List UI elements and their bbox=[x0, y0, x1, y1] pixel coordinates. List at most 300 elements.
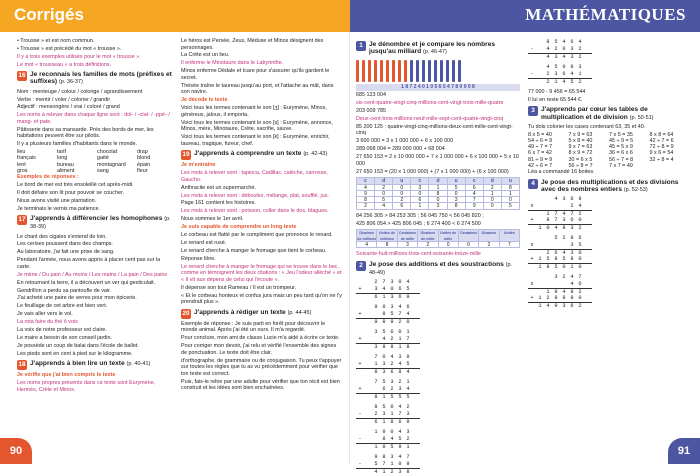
text: Pour corriger mon devoir, j'ai relu et vérifié l'ensemble des signes de ponctuation. Le texte doit être clair. bbox=[181, 343, 337, 356]
text: Pendant l'armée, nous avons appris à placer cent pas sur la carte. bbox=[17, 257, 161, 270]
operation-digit bbox=[552, 281, 560, 288]
text: Je vérifie que j'ai bien compris le texte bbox=[17, 372, 116, 379]
operation-digit: 2 bbox=[390, 361, 394, 368]
operation-digit bbox=[364, 443, 372, 450]
operation-digit bbox=[412, 443, 420, 450]
text: 425 806 054 > 425 806 045 ; 6 274 400 < 6 274 500 bbox=[356, 220, 481, 227]
operation-digit: - bbox=[358, 461, 362, 468]
text: Deux-cent-trois-millions-neuf-mille-sept-cent-quatre-vingt-cinq bbox=[356, 115, 504, 122]
text: Voici tous les termes contenant le son [k] : Euryméne, enrichir, taureau, tragique, fureur, chef. bbox=[181, 134, 330, 147]
operation-digit: 7 bbox=[552, 210, 560, 217]
abacus-rod bbox=[362, 60, 365, 82]
text: La Crète est un lieu. bbox=[181, 52, 230, 59]
operation-digit bbox=[364, 461, 372, 468]
operation-digit bbox=[364, 361, 372, 368]
operation-digit bbox=[364, 468, 372, 475]
operation-digit: 0 bbox=[562, 46, 566, 52]
operation-digit bbox=[528, 64, 536, 71]
abacus-rod bbox=[416, 60, 419, 82]
operation-digit: 7 bbox=[578, 274, 582, 280]
page-number-right: 91 bbox=[668, 438, 700, 464]
operation-digit: 8 bbox=[560, 224, 568, 231]
operation-digit: + bbox=[358, 286, 362, 293]
operation-digit: 3 bbox=[554, 274, 558, 280]
operation-digit bbox=[364, 311, 372, 318]
operation-digit: 4 bbox=[372, 468, 380, 475]
abacus-rod bbox=[422, 60, 425, 82]
operation-digit: + bbox=[358, 361, 362, 368]
text: Puis, fais-le relire par une adulte pour vérifier que ton récit est bien construit et les idées sont bien enchaînées. bbox=[181, 378, 340, 392]
operation-digit bbox=[536, 281, 544, 288]
operation-digit: 0 bbox=[382, 304, 386, 311]
operation-digit: 1 bbox=[536, 263, 544, 270]
operation-digit bbox=[584, 235, 592, 242]
operation-digit: + bbox=[358, 336, 362, 343]
grid-cell: 5 bbox=[375, 197, 393, 203]
operation-digit: 8 bbox=[578, 196, 582, 202]
table-fact: 9 x 6 = 54 bbox=[649, 150, 674, 157]
operation-digit: 2 bbox=[576, 78, 584, 85]
text: Les pieds sont en cent à pied sur le kilogramme. bbox=[17, 350, 133, 357]
operation-digit: 8 bbox=[570, 295, 574, 301]
text: Il dépense son tout Rameau / Il est un trompeur. bbox=[181, 284, 297, 291]
column-4 bbox=[528, 38, 688, 442]
operation-digit bbox=[528, 249, 536, 256]
table-header: Unités de millions bbox=[377, 230, 397, 242]
operation-digit bbox=[528, 78, 536, 85]
operation-digit bbox=[584, 39, 592, 46]
operation-digit: 4 bbox=[570, 71, 574, 77]
text: Les cerises poussent dans des champs. bbox=[17, 241, 113, 248]
operation-digit: 2 bbox=[390, 336, 394, 343]
operation-digit bbox=[356, 454, 364, 461]
operation-digit bbox=[356, 329, 364, 336]
table-fact: 81 ÷ 9 = 9 bbox=[528, 156, 553, 163]
operation-digit: 6 bbox=[390, 329, 394, 336]
left-header-bar bbox=[0, 0, 350, 32]
operation-digit: 4 bbox=[546, 64, 550, 70]
operation-digit bbox=[528, 288, 536, 295]
operation-digit: 8 bbox=[546, 217, 550, 223]
operation-digit bbox=[412, 393, 420, 400]
operation-digit: 0 bbox=[578, 256, 582, 262]
operation-digit: 0 bbox=[390, 286, 394, 293]
operation-digit: 8 bbox=[372, 368, 380, 375]
table-fact: 56 ÷ 8 = 7 bbox=[568, 162, 593, 169]
written-operation bbox=[528, 64, 688, 85]
operation-digit: 1 bbox=[538, 256, 542, 262]
operation-digit bbox=[584, 78, 592, 85]
operation-digit: 4 bbox=[398, 454, 402, 461]
operation-digit: - bbox=[530, 71, 534, 77]
grid-cell: 0 bbox=[439, 242, 459, 248]
column-3 bbox=[356, 38, 520, 476]
operation-digit bbox=[544, 242, 552, 249]
word: gros bbox=[17, 167, 28, 174]
operation-digit: 5 bbox=[552, 263, 560, 270]
section-title-text: J'apprends à bien lire un texte bbox=[30, 360, 125, 368]
abacus-rod bbox=[368, 60, 371, 82]
text: 85 200 125 : quatre-vingt-cinq-millions-deux-cent-mille-cent-vingt-cinq bbox=[356, 123, 513, 137]
operation-digit bbox=[412, 329, 420, 336]
text: Voici tous les termes contenant le son [ʒ] : Euryméne, Minos, généreux, jaloux, il emporta. bbox=[181, 105, 327, 118]
word: lieu bbox=[17, 149, 26, 156]
text: d'orthographe, de grammaire ou de conjugaison. Tu peux t'appuyer sur toutes les règles que tu as vu précédemment pour vérifier que ton texte est correct. bbox=[181, 357, 342, 377]
grid-cell: 2 bbox=[393, 197, 411, 203]
operation-digit: 8 bbox=[382, 436, 386, 443]
operation-digit: 6 bbox=[372, 293, 380, 300]
operation-digit: 4 bbox=[544, 302, 552, 309]
section-number: 20 bbox=[182, 309, 190, 317]
operation-digit: 4 bbox=[382, 286, 386, 293]
operation-digit: 7 bbox=[406, 454, 410, 461]
section-number: 1 bbox=[356, 41, 366, 51]
written-operation bbox=[356, 304, 520, 325]
operation-digit bbox=[536, 46, 544, 53]
operation-digit: x bbox=[530, 242, 534, 248]
operation-digit: 6 bbox=[570, 217, 574, 223]
operation-digit: 4 bbox=[560, 53, 568, 60]
word: long bbox=[57, 155, 68, 162]
operation-digit: 3 bbox=[560, 302, 568, 309]
section-title-text: Je pose des additions et des soustractions bbox=[369, 261, 504, 269]
operation-digit: 3 bbox=[390, 454, 394, 461]
operation-digit: 7 bbox=[398, 411, 402, 418]
table-header: Centaines de mille bbox=[398, 230, 418, 242]
operation-digit bbox=[364, 329, 372, 336]
operation-digit bbox=[356, 293, 364, 300]
operation-digit: 2 bbox=[390, 386, 394, 393]
operation-digit: 0 bbox=[576, 263, 584, 270]
abacus-rod bbox=[398, 60, 401, 82]
operation-digit: 3 bbox=[374, 329, 378, 336]
operation-digit: 6 bbox=[372, 418, 380, 425]
operation-digit: 6 bbox=[568, 302, 576, 309]
word-grid bbox=[17, 149, 175, 174]
abacus-rod bbox=[434, 60, 437, 82]
operation-digit bbox=[528, 302, 536, 309]
operation-digit bbox=[584, 203, 592, 210]
operation-digit bbox=[412, 311, 420, 318]
written-operation bbox=[356, 404, 520, 425]
grid-cell: d bbox=[429, 178, 447, 184]
operation-digit bbox=[544, 281, 552, 288]
operations-list bbox=[528, 39, 688, 85]
operation-digit: 0 bbox=[560, 263, 568, 270]
operation-digit: 0 bbox=[390, 404, 394, 411]
section-title-text: J'apprends à rédiger un texte bbox=[194, 308, 286, 316]
place-value-grid bbox=[356, 177, 520, 209]
operation-digit: 0 bbox=[398, 279, 402, 286]
operation-digit bbox=[552, 242, 560, 249]
operation-digit bbox=[372, 336, 380, 343]
section-number: 18 bbox=[18, 361, 26, 369]
grid-cell: 5 bbox=[502, 203, 520, 209]
operation-digit bbox=[364, 404, 372, 411]
page-ref: (p. 36-37) bbox=[58, 79, 83, 86]
table-header: Dizaines bbox=[479, 230, 499, 242]
section-title bbox=[194, 309, 311, 317]
operation-digit bbox=[536, 217, 544, 224]
table-header: Unités de mille bbox=[439, 230, 459, 242]
operation-digit bbox=[364, 429, 372, 436]
table-header: Unités bbox=[500, 230, 520, 242]
operation-digit: - bbox=[358, 411, 362, 418]
table-fact: 8 x 8 = 64 bbox=[649, 131, 674, 138]
operation-digit: 2 bbox=[396, 318, 404, 325]
operation-digit bbox=[412, 361, 420, 368]
table-fact: 42 ÷ 7 = 6 bbox=[649, 137, 674, 144]
operation-digit: 4 bbox=[406, 311, 410, 318]
operation-digit: 1 bbox=[536, 224, 544, 231]
operation-digit bbox=[412, 379, 420, 386]
text: Le feuillage de cet arbre est bien vert. bbox=[17, 303, 108, 310]
text: Les mots à relever sont : déboulez, mélange, plat, soufflé, jus. bbox=[181, 192, 329, 199]
operation-digit: 5 bbox=[554, 64, 558, 70]
operation-digit: 1 bbox=[406, 329, 410, 336]
section-title bbox=[30, 215, 175, 231]
grid-cell: 1 bbox=[429, 185, 447, 191]
text: « Et le corbeau honteux et confus jura mais un peu tard qu'on ne l'y prendrait plus ». bbox=[181, 292, 342, 306]
operation-digit bbox=[356, 468, 364, 475]
section-title bbox=[30, 71, 175, 86]
operation-digit: 3 bbox=[570, 242, 574, 248]
operation-digit: 3 bbox=[398, 354, 402, 361]
table-fact: 8 x 9 = 72 bbox=[568, 150, 593, 157]
table-fact: 8 x 5 = 40 bbox=[528, 131, 552, 138]
abacus-rod bbox=[374, 60, 377, 82]
operation-digit: 9 bbox=[552, 288, 560, 295]
section-math-4 bbox=[528, 179, 688, 194]
operation-digit: 2 bbox=[562, 235, 566, 241]
table-fact: 56 ÷ 7 = 8 bbox=[609, 156, 634, 163]
operation-digit: 2 bbox=[576, 53, 584, 60]
operation-digit: 0 bbox=[398, 461, 402, 468]
operation-digit: 3 bbox=[562, 217, 566, 223]
word: blond bbox=[137, 155, 151, 162]
grid-cell: 2 bbox=[418, 242, 438, 248]
operation-digit bbox=[364, 354, 372, 361]
operation-digit: 0 bbox=[404, 318, 412, 325]
grid-cell: 2 bbox=[484, 185, 502, 191]
operation-digit: 8 bbox=[388, 418, 396, 425]
grid-cell: 3 bbox=[398, 242, 418, 248]
table-fact: 6 x 7 = 42 bbox=[528, 150, 552, 157]
operation-digit: 5 bbox=[374, 461, 378, 468]
operation-digit: 5 bbox=[554, 235, 558, 241]
operation-digit: 0 bbox=[380, 443, 388, 450]
operation-digit bbox=[536, 39, 544, 46]
text: 84 256 305 > 84 253 305 ; 56 045 750 < 56 045 820 ; bbox=[356, 212, 484, 219]
operations-list bbox=[528, 196, 688, 309]
operation-digit bbox=[584, 217, 592, 224]
operation-digit: 6 bbox=[382, 386, 386, 393]
operation-digit: 4 bbox=[560, 288, 568, 295]
operation-digit: 4 bbox=[554, 196, 558, 202]
operation-digit: 3 bbox=[380, 368, 388, 375]
operation-digit bbox=[528, 274, 536, 281]
operation-digit: 3 bbox=[406, 411, 410, 418]
operation-digit bbox=[412, 404, 420, 411]
operation-digit bbox=[584, 71, 592, 78]
operation-digit: 4 bbox=[404, 368, 412, 375]
text: Je terminais le vernis ma patience. bbox=[17, 205, 100, 212]
table-fact: 30 = 6 x 5 bbox=[568, 156, 593, 163]
operation-digit: 3 bbox=[578, 64, 582, 70]
operation-digit: 4 bbox=[390, 354, 394, 361]
operation-digit: 5 bbox=[388, 443, 396, 450]
operation-digit: x bbox=[530, 281, 534, 287]
operation-digit: 5 bbox=[388, 393, 396, 400]
operation-digit: 6 bbox=[578, 281, 582, 287]
operation-digit bbox=[536, 71, 544, 78]
operation-digit: 5 bbox=[406, 286, 410, 293]
operation-digit bbox=[536, 288, 544, 295]
operation-digit: 4 bbox=[560, 249, 568, 256]
operation-digit bbox=[412, 454, 420, 461]
operation-digit: 5 bbox=[578, 242, 582, 248]
operation-digit bbox=[364, 343, 372, 350]
text: Les mots à relever sont : poisson, coller dans le dos, blagues. bbox=[181, 208, 329, 215]
section-math-2 bbox=[356, 261, 520, 277]
operation-digit: 1 bbox=[374, 361, 378, 368]
section-title bbox=[541, 106, 688, 121]
operation-digit: 9 bbox=[554, 295, 558, 301]
word: français bbox=[17, 155, 36, 162]
word: sang bbox=[97, 167, 109, 174]
operation-digit bbox=[584, 196, 592, 203]
operation-digit: 6 bbox=[396, 293, 404, 300]
operation-digit: 8 bbox=[396, 368, 404, 375]
table-fact: 42 ÷ 6 = 7 bbox=[528, 162, 553, 169]
section-title-text: J'apprends à différencier les homophones bbox=[30, 215, 163, 223]
grid-cell: 0 bbox=[393, 185, 411, 191]
operation-digit bbox=[356, 354, 364, 361]
operation-digit: 1 bbox=[374, 429, 378, 436]
text: Je suis capable de comprendre un long texte bbox=[181, 224, 297, 231]
abacus-rod bbox=[458, 60, 461, 82]
text: La rota faire du thé ô voix bbox=[17, 319, 78, 326]
operation-digit bbox=[364, 418, 372, 425]
grid-cell: u bbox=[502, 178, 520, 184]
abacus-rod bbox=[428, 60, 431, 82]
operation-digit bbox=[364, 368, 372, 375]
abacus-rod bbox=[386, 60, 389, 82]
multiplication-grid bbox=[528, 132, 688, 169]
text: 77 000 - 9 456 = 65 544 bbox=[528, 89, 586, 95]
operation-digit bbox=[412, 386, 420, 393]
text: • Trousse » et est nom commun. bbox=[17, 38, 95, 44]
operation-digit: 6 bbox=[398, 286, 402, 293]
text: Tu dois colorier les cases contenant 63, 35 et 40. bbox=[528, 123, 646, 130]
grid-cell: 2 bbox=[479, 242, 499, 248]
section-title bbox=[541, 179, 688, 194]
abacus-rod bbox=[404, 60, 407, 82]
word: drap bbox=[137, 149, 148, 156]
column-1 bbox=[17, 38, 175, 442]
operation-digit: 3 bbox=[382, 411, 386, 418]
operation-digit bbox=[372, 311, 380, 318]
grid-cell: d bbox=[375, 178, 393, 184]
operation-digit: 3 bbox=[388, 293, 396, 300]
text: Thésée traîne le taureau jusqu'au port, et l'attache au mât, dans son navire. bbox=[181, 82, 334, 96]
operation-digit bbox=[584, 64, 592, 71]
abacus-illustration bbox=[356, 58, 520, 82]
operation-digit: 1 bbox=[380, 418, 388, 425]
operation-digit: 2 bbox=[374, 411, 378, 418]
grid-cell: 0 bbox=[459, 242, 479, 248]
grid-cell: 3 bbox=[411, 185, 429, 191]
operation-digit: 0 bbox=[576, 249, 584, 256]
operation-digit bbox=[372, 436, 380, 443]
operation-digit bbox=[412, 429, 420, 436]
section-title-text: Je pose des multiplications et des divisions avec des nombres entiers bbox=[541, 178, 679, 193]
operation-digit: 4 bbox=[578, 39, 582, 45]
grid-cell: 8 bbox=[502, 185, 520, 191]
grid-cell: 0 bbox=[411, 191, 429, 197]
operation-digit: 4 bbox=[390, 436, 394, 443]
operation-digit: 1 bbox=[544, 288, 552, 295]
operation-digit bbox=[356, 404, 364, 411]
text: Je vais aller vers le vol. bbox=[17, 311, 73, 318]
operation-digit: 4 bbox=[578, 203, 582, 209]
table-fact: 7 x 5 = 35 bbox=[609, 131, 633, 138]
operation-digit: 1 bbox=[390, 461, 394, 468]
word: lent bbox=[17, 161, 26, 168]
operation-digit bbox=[364, 379, 372, 386]
right-header-bar bbox=[350, 0, 700, 32]
operation-digit bbox=[356, 429, 364, 436]
operation-digit: 5 bbox=[554, 39, 558, 45]
text: Les mots à relever sont : tapioca, Cadillac, calèche, carrosse, Gaucho. bbox=[181, 170, 328, 183]
operation-digit: 6 bbox=[388, 368, 396, 375]
operation-digit: 4 bbox=[398, 404, 402, 411]
abacus-rod bbox=[380, 60, 383, 82]
operation-digit: 1 bbox=[406, 379, 410, 386]
operation-digit bbox=[356, 443, 364, 450]
grid-cell: 7 bbox=[466, 197, 484, 203]
operation-digit bbox=[372, 386, 380, 393]
operation-digit: 3 bbox=[390, 379, 394, 386]
written-operation bbox=[528, 274, 688, 309]
section-number: 3 bbox=[528, 106, 538, 116]
operation-digit: 2 bbox=[554, 46, 558, 52]
operation-digit: 3 bbox=[570, 46, 574, 52]
table-fact: 7 x 9 = 63 bbox=[568, 131, 593, 138]
text: Au laboratoire, j'ai fait une prise de sang. bbox=[17, 249, 115, 256]
page-ref: (p. 50-51) bbox=[629, 114, 654, 121]
operation-digit: 7 bbox=[374, 379, 378, 386]
operation-digit bbox=[528, 224, 536, 231]
grid-cell: 8 bbox=[357, 197, 375, 203]
section-number: 19 bbox=[182, 151, 190, 159]
operation-digit: 3 bbox=[568, 249, 576, 256]
section-17 bbox=[17, 215, 175, 231]
table-header: Dizaines de mille bbox=[418, 230, 438, 242]
operation-digit: 1 bbox=[544, 210, 552, 217]
operation-digit: 1 bbox=[380, 293, 388, 300]
word: fleur bbox=[137, 167, 148, 174]
operation-digit bbox=[364, 336, 372, 343]
text: Nom : menteuge / colour / colorige / agrandissement bbox=[17, 88, 143, 95]
operation-digit: 6 bbox=[396, 418, 404, 425]
operation-digit: 0 bbox=[578, 217, 582, 223]
operation-digit bbox=[584, 263, 592, 270]
abacus-rod bbox=[392, 60, 395, 82]
grid-cell: 8 bbox=[448, 203, 466, 209]
grid-cell: 6 bbox=[411, 197, 429, 203]
operation-digit: + bbox=[530, 295, 534, 301]
